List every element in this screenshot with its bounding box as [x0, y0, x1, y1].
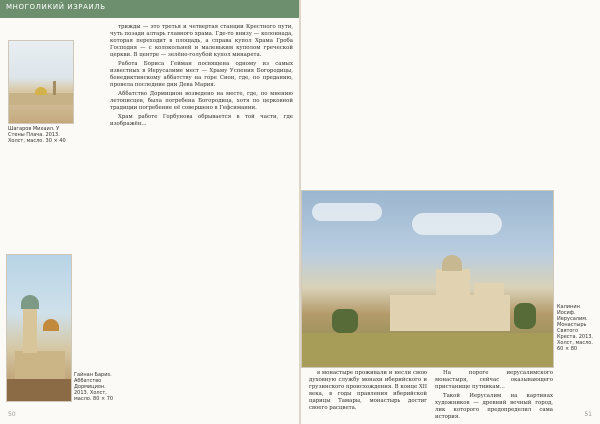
painting-abbey-dormition [6, 254, 72, 402]
painting-monastery-annex [474, 283, 504, 297]
paragraph: трижды — это третья и четвертая станции Крестного пути, чуть позади алтарь главного храма. Где-то внизу — колоннада, которая переходит в площадь, а справа купол Храма Гроба Господня — с колокольней и маленьким куполом греческой церкви. В центре — зелёно-голубой купол минарета. [110, 24, 293, 58]
left-page [0, 0, 299, 424]
painting-cloud [312, 203, 382, 221]
right-article-text-col1 [309, 370, 427, 416]
painting-tree [514, 303, 536, 329]
caption-painting-3: Калинин Иосиф. Иерусалим. Монастырь Святого Креста. 2013. Холст, масло. 60 × 80 [557, 304, 594, 352]
painting-monastery-wall [390, 295, 510, 331]
paragraph: Такой Иерусалим на картинах художников — древний вечный город, лик которого предопределил сама история. [435, 393, 553, 420]
paragraph: Храм работе Горбунова обрывается в той части, где изображён... [110, 114, 293, 127]
painting-monastery-dome [442, 255, 462, 271]
page-number-left: 50 [8, 411, 16, 418]
page-number-right: 51 [584, 411, 592, 418]
painting-field [302, 333, 553, 367]
painting-tower [53, 81, 56, 95]
painting-tower [23, 309, 37, 353]
painting-building [15, 351, 65, 379]
right-page [301, 0, 600, 424]
paragraph: Аббатство Дормицион возведено на месте, где, по мнению летописцев, была погребена Богородица, хотя по церковной традиции погребение её совершено в Гефсимании. [110, 91, 293, 111]
section-header-title: МНОГОЛИКИЙ ИЗРАИЛЬ [6, 3, 106, 11]
painting-monastery-block [436, 269, 470, 299]
section-header-bar [0, 0, 299, 18]
painting-jerusalem-wall [8, 40, 74, 124]
paragraph: Работа Бориса Гейман посвящена одному из самых известных в Иерусалиме мест — Храму Успения Богородицы, бенедиктинскому аббатству на горе Сион, где, по преданию, провела последние дни Дева Мария. [110, 61, 293, 88]
right-article-text-col2 [435, 370, 553, 420]
painting-monastery-holy-cross [301, 190, 554, 368]
caption-painting-1: Шагаров Михаил. У Стены Плача. 2013. Холст, масло. 30 × 40 [8, 126, 66, 144]
painting-ground [7, 379, 71, 401]
painting-cloud [412, 213, 502, 235]
paragraph: На пороге иерусалимского монастыря, сейчас оказывающего пристанище путникам... [435, 370, 553, 390]
caption-painting-2: Гайнан Бариs. Аббатство Дормицион. 2013. Холст, масло. 80 × 70 [74, 372, 114, 402]
left-article-text [110, 24, 293, 416]
painting-tree [332, 309, 358, 333]
paragraph: в монастыре проживали и несли свою духовную службу монахи иберийского и грузинского происхождения. В конце XII века, в годы правления иберийской царицы Тамары, монастырь достиг своего расцвета. [309, 370, 428, 411]
painting-dome [35, 87, 47, 95]
painting-dome-secondary [43, 319, 59, 331]
painting-dome [21, 295, 39, 309]
